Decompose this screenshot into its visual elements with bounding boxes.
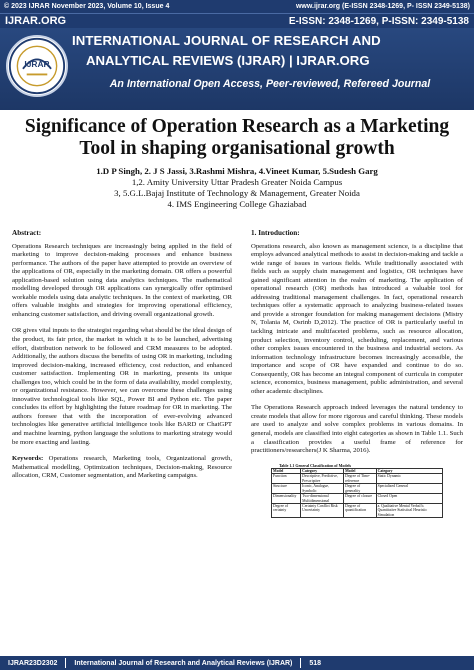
brand-bar: [0, 13, 474, 28]
table-cell: a. Qualitative Mental Verbal b. Quantitative Statistical Heuristic Simulation: [376, 503, 442, 517]
table-cell: Degree of Time-reference: [344, 474, 377, 484]
table-cell: Degree of closure: [344, 494, 377, 504]
table-cell: Static Dynamic: [376, 474, 442, 484]
affiliation-3: 4. IMS Engineering College Ghaziabad: [167, 199, 307, 209]
author-block: [10, 166, 464, 210]
svg-text:IJRAR: IJRAR: [24, 58, 50, 69]
affiliation-2: 3, 5.G.L.Bajaj Institute of Technology & Management, Greater Noida: [114, 188, 360, 198]
issn-text: E-ISSN: 2348-1269, P-ISSN: 2349-5138: [288, 15, 469, 27]
table-row: [272, 494, 443, 504]
introduction-heading: 1. Introduction:: [251, 229, 300, 237]
journal-name-line2: ANALYTICAL REVIEWS (IJRAR) | IJRAR.ORG: [86, 53, 370, 68]
journal-seal-icon: [8, 37, 66, 95]
table-cell: Degree of certainty: [272, 503, 301, 517]
models-classification-table: [271, 464, 443, 518]
author-names: 1.D P Singh, 2. J S Jassi, 3.Rashmi Mishra, 4.Vineet Kumar, 5.Sudesh Garg: [96, 166, 378, 176]
abstract-heading: Abstract:: [12, 229, 42, 237]
article-title: Significance of Operation Research as a Marketing Tool in shaping organisational growth: [24, 116, 450, 159]
journal-masthead: [0, 28, 474, 110]
table-header-cell: Category: [301, 469, 344, 474]
table-cell: Two-dimensional Multidimensional: [301, 494, 344, 504]
table-header-cell: Model: [344, 469, 377, 474]
abstract-paragraph-2: OR gives vital inputs to the strategist regarding what should be the ideal design of the product, its fair price, the market in which it is to be launched, advertising effort, distribution network to be followed and CRM measures to be adopted. Additionally, the authors discuss the benefits of using OR in marketing, including improved decision-making, increased efficiency, cost reduction, and enhanced customer satisfaction. Implementing OR in marketing, presents its unique challenges too, which could be in the form of data availability, model complexity, or organizational resistance. However, we can overcome these challenges using innovative technological tools like SQL, Power BI and Python etc. The paper concludes its effort by highlighting the future roadmap for OR in marketing. The authors foresee that with the incorporation of ever-evolving advanced technologies like generative artificial intelligence tools like BARD or ChatGPT and machine learning, python language the solutions to marketing strategy would be more exacting and lasting.: [12, 327, 232, 446]
table-cell: Dimensionality: [272, 494, 301, 504]
paper-id: IJRAR23D2302: [8, 659, 58, 667]
table-caption: Table 1.1 General Classification of Models: [279, 462, 352, 468]
table-cell: Structure: [272, 484, 301, 494]
introduction-paragraph-2: The Operations Research approach indeed leverages the natural tendency to create models that allow for more rigorous and careful thinking. These models are used to analyze and solve complex problems in various domains. In general, models are classified into eight categories as shown in Table 1.1. Such a classification provides a useful frame of reference for practitioners/researchers(J K Sharma, 2016).: [251, 404, 463, 455]
keywords-text: Operations research, Marketing tools, Organizational growth, Mathematical modelling, Optimization techniques, Decision-making, Resource allocation, CRM, Customer segmentation, and Marketing campaigns.: [12, 455, 232, 480]
introduction-paragraph-1: Operations research, also known as management science, is a discipline that employs advanced analytical methods to assist in decision-making and tackle a wide range of issues in various fields. While traditionally associated with fields such as supply chain management and logistics, OR techniques have gained significant attention in the realm of marketing. The application of operational research (OR) methods has introduced a valuable tool for addressing traditional management challenges. In fact, operational research techniques offer a systematic approach to analyzing business-related issues and provide a stronger foundation for making management decisions (Mistry N, Tolania M, Osrinb D,2012). The practice of OR is particularly useful in tackling intricate and multifaceted problems, such as resource allocation, product selection, inventory control, scheduling, replacement, and various other complex issues encountered in the business and industrial sectors. As information technology infrastructure becomes increasingly accessible, the importance and scope of OR have expanded and continue to do so. Consequently, OR has become an integral component of curricula in computer science, economics, business management, public administration, and several other academic disciplines.: [251, 242, 463, 395]
journal-tagline: An International Open Access, Peer-reviewed, Refereed Journal: [109, 78, 431, 90]
affiliation-1: 1,2. Amity University Uttar Pradesh Greater Noida Campus: [131, 177, 343, 187]
table-cell: Degree of generality: [344, 484, 377, 494]
abstract-paragraph-1: Operations Research techniques are increasingly being applied in the field of marketing to improve decision-making processes and enhance business performance. The authors of the paper have attempted to provide an overview of the applications of OR, especially in the marketing domain. OR offers a powerful application-based solution using data analytics techniques. The mathematical modelling developed through OR applications can synergically offer optimised workable models using data analytic techniques. In the context of marketing, OR offers valuable insights and strategies for improving operational efficiency, enhancing customer satisfaction, and driving overall organizational growth.: [12, 242, 232, 318]
table-cell: Function: [272, 474, 301, 484]
table-row: [272, 503, 443, 517]
footer-journal-name: International Journal of Research and Analytical Reviews (IJRAR): [74, 659, 293, 667]
introduction-column: [251, 229, 463, 518]
site-name: IJRAR.ORG: [5, 15, 67, 27]
table-cell: Closed Open: [376, 494, 442, 504]
website-issn-text: www.ijrar.org (E-ISSN 2348-1269, P- ISSN 2349-5138): [295, 3, 470, 10]
journal-logo: [6, 35, 68, 97]
table-cell: Certainty Conflict Risk Uncertainty: [301, 503, 344, 517]
table-row: [272, 484, 443, 494]
abstract-column: [12, 229, 232, 489]
table-cell: Descriptive, Predictive, Prescriptive: [301, 474, 344, 484]
keywords-paragraph: [12, 455, 232, 481]
table-row: [272, 474, 443, 484]
table-cell: Degree of quantification: [344, 503, 377, 517]
table-header-cell: Model: [272, 469, 301, 474]
table-cell: Specialized General: [376, 484, 442, 494]
copyright-text: © 2023 IJRAR November 2023, Volume 10, Issue 4: [4, 3, 170, 10]
page-footer: [0, 656, 474, 670]
page-number: 518: [309, 659, 322, 667]
journal-name-line1: INTERNATIONAL JOURNAL OF RESEARCH AND: [72, 33, 381, 48]
table-header-cell: Category: [376, 469, 442, 474]
keywords-label: Keywords:: [12, 455, 44, 463]
table-cell: Iconic, Analogue, Symbolic: [301, 484, 344, 494]
top-header-bar: [0, 0, 474, 13]
